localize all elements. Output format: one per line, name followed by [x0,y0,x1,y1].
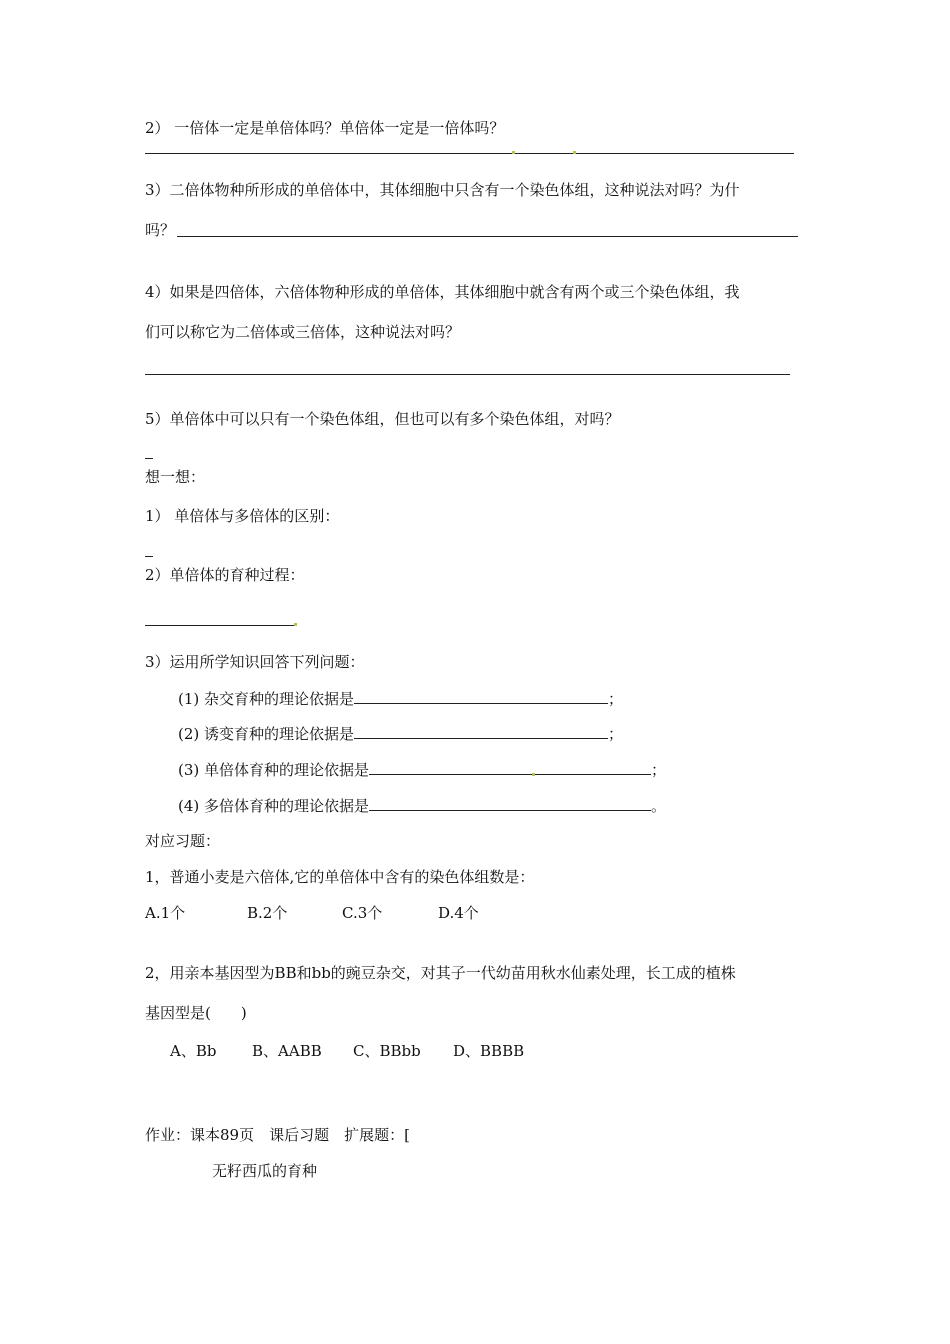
homework-sub: 无籽西瓜的育种 [212,1162,318,1180]
speck [573,151,576,154]
answer-line-q3 [177,236,798,237]
answer-line-think2 [145,625,295,626]
think-item-2: 2）单倍体的育种过程： [145,566,305,584]
question-3-line2: 吗？ [145,221,176,239]
homework-line: 作业：课本89页 课后习题 扩展题：[ [145,1126,410,1144]
think-heading: 想一想： [145,468,206,486]
blank-1 [354,689,608,704]
exercise-1-option-d: D.4个 [438,904,479,922]
exercises-heading: 对应习题： [145,832,221,850]
exercise-2-option-c: C、BBbb [353,1042,421,1060]
think-item-3: 3）运用所学知识回答下列问题： [145,653,365,671]
answer-line-q4 [145,374,790,375]
blank-4 [369,796,651,811]
blank-3 [369,760,651,775]
exercise-2-line1: 2，用亲本基因型为BB和bb的豌豆杂交，对其子一代幼苗用秋水仙素处理，长工成的植株 [145,964,736,982]
exercise-1-option-b: B.2个 [247,904,288,922]
question-4-line1: 4）如果是四倍体，六倍体物种形成的单倍体，其体细胞中就含有两个或三个染色体组，我 [145,283,740,301]
speck [512,151,515,154]
question-3-line1: 3）二倍体物种所形成的单倍体中，其体细胞中只含有一个染色体组，这种说法对吗？为什 [145,181,740,199]
speck [532,773,535,776]
sub-question-1 [178,689,623,709]
sub-question-3 [178,760,666,780]
blank-2 [354,724,608,739]
sub-question-1-end: ； [608,690,624,708]
sub-question-4 [178,796,666,816]
exercise-2-option-d: D、BBBB [453,1042,525,1060]
exercise-1: 1，普通小麦是六倍体,它的单倍体中含有的染色体组数是： [145,868,535,886]
exercise-1-option-c: C.3个 [342,904,383,922]
question-4-line2: 们可以称它为二倍体或三倍体，这种说法对吗？ [145,323,461,341]
answer-line-q2 [145,153,794,154]
think-item-1: 1） 单倍体与多倍体的区别： [145,507,340,525]
exercise-2-option-a: A、Bb [170,1042,217,1060]
sub-question-2 [178,724,623,744]
sub-question-4-end: 。 [651,797,667,815]
question-2: 2） 一倍体一定是单倍体吗？单倍体一定是一倍体吗？ [145,119,505,137]
speck [294,623,297,626]
answer-stub-q5 [145,458,153,459]
exercise-2-line2: 基因型是( ) [145,1004,247,1022]
question-5: 5）单倍体中可以只有一个染色体组，但也可以有多个染色体组，对吗？ [145,410,620,428]
answer-stub-think1 [145,556,153,557]
exercise-1-option-a: A.1个 [145,904,186,922]
exercise-2-option-b: B、AABB [252,1042,322,1060]
sub-question-2-text: (2) 诱变育种的理论依据是 [178,725,355,743]
sub-question-3-end: ； [651,761,667,779]
sub-question-2-end: ； [608,725,624,743]
sub-question-4-text: (4) 多倍体育种的理论依据是 [178,797,370,815]
sub-question-1-text: (1) 杂交育种的理论依据是 [178,690,355,708]
sub-question-3-text: (3) 单倍体育种的理论依据是 [178,761,370,779]
